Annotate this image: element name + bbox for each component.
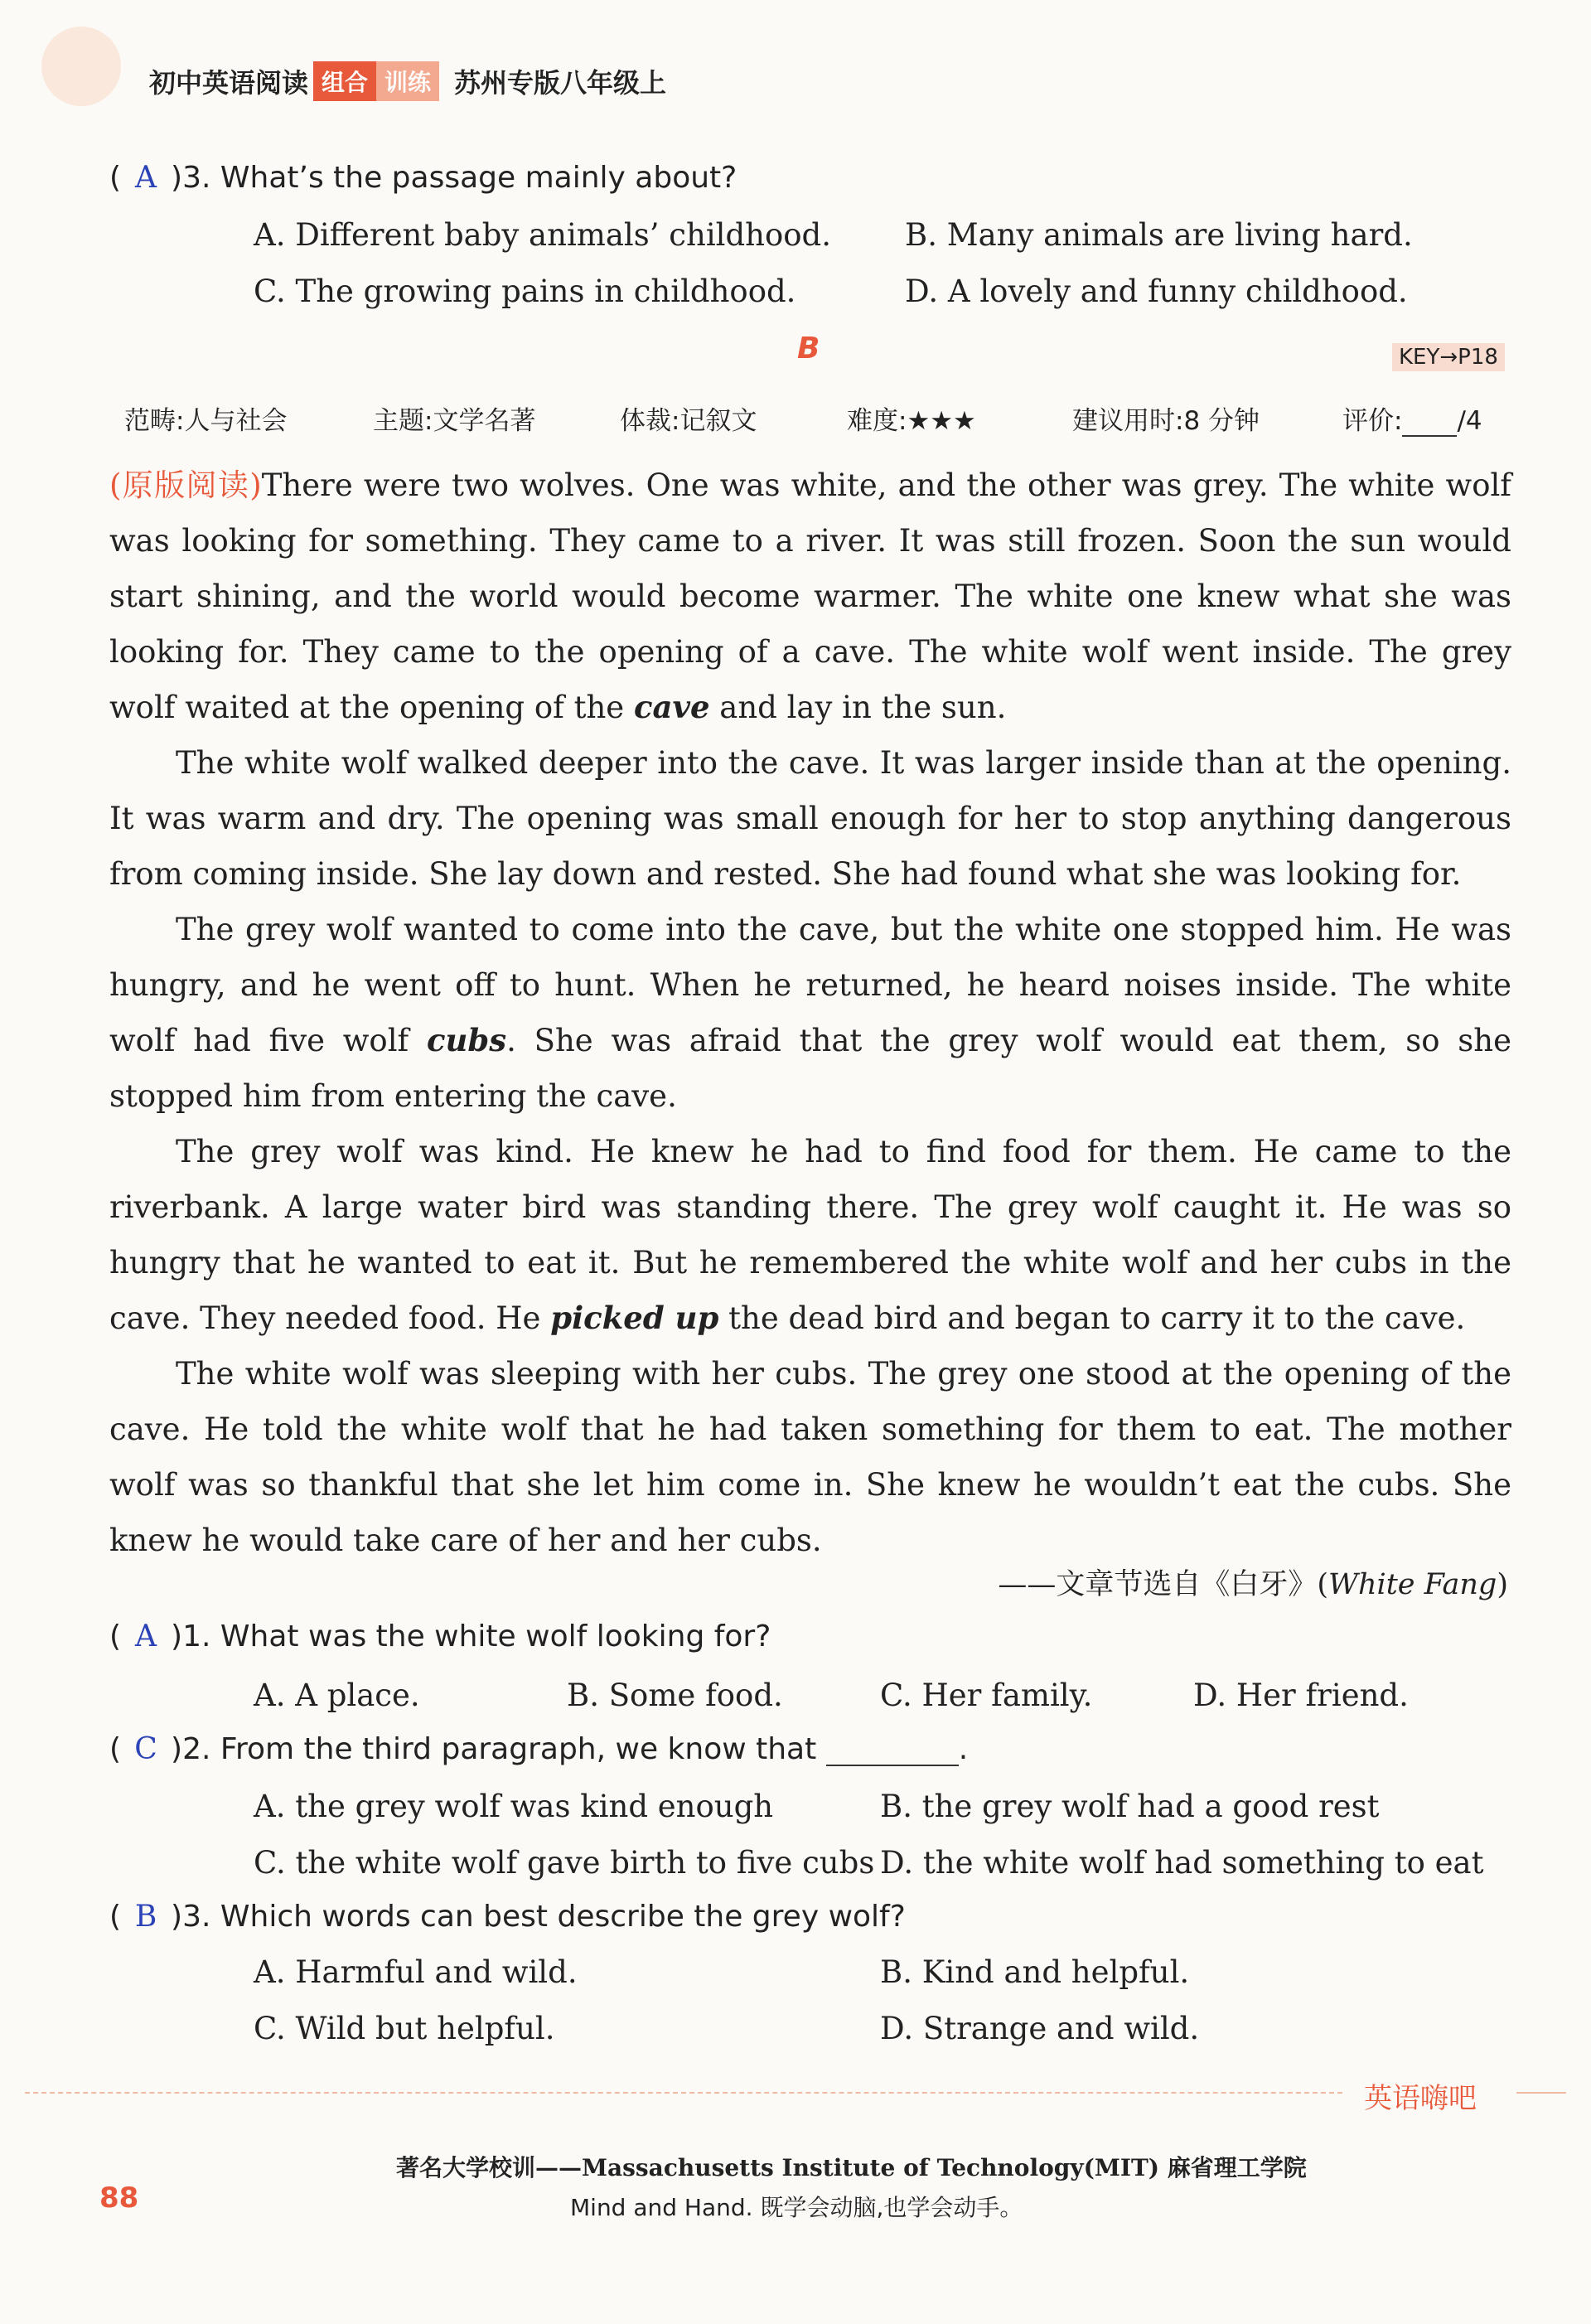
question-1: ( A )1. What was the white wolf looking for? <box>109 1620 771 1653</box>
brand-label: 英语嗨吧 <box>1364 2082 1477 2115</box>
paragraph-1: (原版阅读)There were two wolves. One was white, and the other was grey. The white wolf was looking for something. They came to a river. It was still frozen. Soon the sun would start shining, and the world would become warmer. The white one knew what she was looking for. They came to the opening of a cave. The white wolf went inside. The grey wolf waited at the opening of the cave and lay in the sun. <box>109 467 1512 725</box>
option-a: A. Different baby animals’ childhood. <box>254 217 832 253</box>
answer-mark: A <box>135 1620 157 1653</box>
vocab-cubs: cubs <box>426 1022 507 1058</box>
question-text: What was the white wolf looking for? <box>220 1620 771 1653</box>
original-reading-tag: (原版阅读) <box>109 467 262 503</box>
q3-option-c: C. Wild but helpful. <box>254 2011 555 2046</box>
meta-theme: 主题:文学名著 <box>373 406 536 436</box>
q1-option-b: B. Some food. <box>567 1678 783 1713</box>
logo-icon <box>41 27 121 106</box>
meta-difficulty: 难度:★★★ <box>847 406 976 436</box>
tag-combo: 组合 <box>313 61 376 101</box>
difficulty-stars: ★★★ <box>907 406 976 436</box>
tag-training: 训练 <box>376 61 439 101</box>
vocab-cave: cave <box>633 689 710 725</box>
fill-blank[interactable] <box>826 1740 959 1766</box>
footer-divider-end <box>1516 2092 1566 2094</box>
q1-option-d: D. Her friend. <box>1193 1678 1409 1713</box>
page-number: 88 <box>99 2181 139 2215</box>
score-blank[interactable] <box>1402 415 1457 437</box>
meta-category: 范畴:人与社会 <box>124 406 288 436</box>
q2-option-d: D. the white wolf had something to eat <box>880 1845 1484 1881</box>
question-2: ( C )2. From the third paragraph, we know that . <box>109 1732 969 1766</box>
paragraph-3: The grey wolf wanted to come into the cave, but the white one stopped him. He was hungry, and he went off to hunt. When he returned, he heard noises inside. The white wolf had five wolf cubs. She was afraid that the grey wolf would eat them, so she stopped him from entering the cave. <box>109 912 1512 1114</box>
motto-translation: Mind and Hand. 既学会动脑,也学会动手。 <box>570 2194 1023 2221</box>
question-text: What’s the passage mainly about? <box>220 161 737 195</box>
answer-key-ref: KEY→P18 <box>1392 343 1505 371</box>
q2-option-b: B. the grey wolf had a good rest <box>880 1789 1380 1824</box>
answer-mark: A <box>135 161 157 195</box>
q3-option-d: D. Strange and wild. <box>880 2011 1200 2046</box>
paragraph-5: The white wolf was sleeping with her cubs. The grey one stood at the opening of the cave. He told the white wolf that he had taken something for them to eat. The mother wolf was so thankful that she let him come in. She knew he wouldn’t eat the cubs. She knew he would take care of her and her cubs. <box>109 1356 1511 1558</box>
series-title: 初中英语阅读 <box>149 67 309 99</box>
q1-option-a: A. A place. <box>254 1678 420 1713</box>
question-text: From the third paragraph, we know that <box>220 1732 817 1766</box>
q3-option-a: A. Harmful and wild. <box>254 1954 578 1990</box>
answer-mark: C <box>134 1732 157 1766</box>
meta-genre: 体裁:记叙文 <box>620 406 757 436</box>
question-text: Which words can best describe the grey wolf? <box>220 1900 906 1934</box>
option-c: C. The growing pains in childhood. <box>254 274 796 309</box>
reading-passage <box>109 458 1511 1568</box>
paragraph-4: The grey wolf was kind. He knew he had to find food for them. He came to the riverbank. A large water bird was standing there. The grey wolf caught it. He was so hungry that he wanted to eat it. But he remembered the white wolf and her cubs in the cave. They needed food. He picked up the dead bird and began to carry it to the cave. <box>109 1134 1511 1336</box>
answer-mark: B <box>134 1900 157 1934</box>
question-3: ( B )3. Which words can best describe the grey wolf? <box>109 1900 906 1934</box>
vocab-picked-up: picked up <box>550 1300 719 1336</box>
meta-score: 评价: /4 <box>1342 406 1482 436</box>
q3-option-b: B. Kind and helpful. <box>880 1954 1190 1990</box>
option-d: D. A lovely and funny childhood. <box>905 274 1408 309</box>
university-motto: 著名大学校训——Massachusetts Institute of Technology(MIT) 麻省理工学院 <box>396 2154 1307 2181</box>
paragraph-2: The white wolf walked deeper into the cave. It was larger inside than at the opening. It was warm and dry. The opening was small enough for her to stop anything dangerous from coming inside. She lay down and rested. She had found what she was looking for. <box>109 745 1511 892</box>
page-header <box>50 48 666 114</box>
option-b: B. Many animals are living hard. <box>905 217 1413 253</box>
edition-label: 苏州专版八年级上 <box>454 67 667 99</box>
q2-option-a: A. the grey wolf was kind enough <box>254 1789 774 1824</box>
prev-question-3: ( A )3. What’s the passage mainly about? <box>109 161 737 195</box>
q1-option-c: C. Her family. <box>880 1678 1093 1713</box>
section-letter: B <box>797 332 820 366</box>
question-number: )3. <box>171 161 211 195</box>
passage-source: ——文章节选自《白牙》(White Fang) <box>998 1568 1508 1601</box>
meta-time: 建议用时:8 分钟 <box>1072 406 1260 436</box>
q2-option-c: C. the white wolf gave birth to five cubs <box>254 1845 875 1881</box>
footer-divider <box>25 2092 1342 2094</box>
